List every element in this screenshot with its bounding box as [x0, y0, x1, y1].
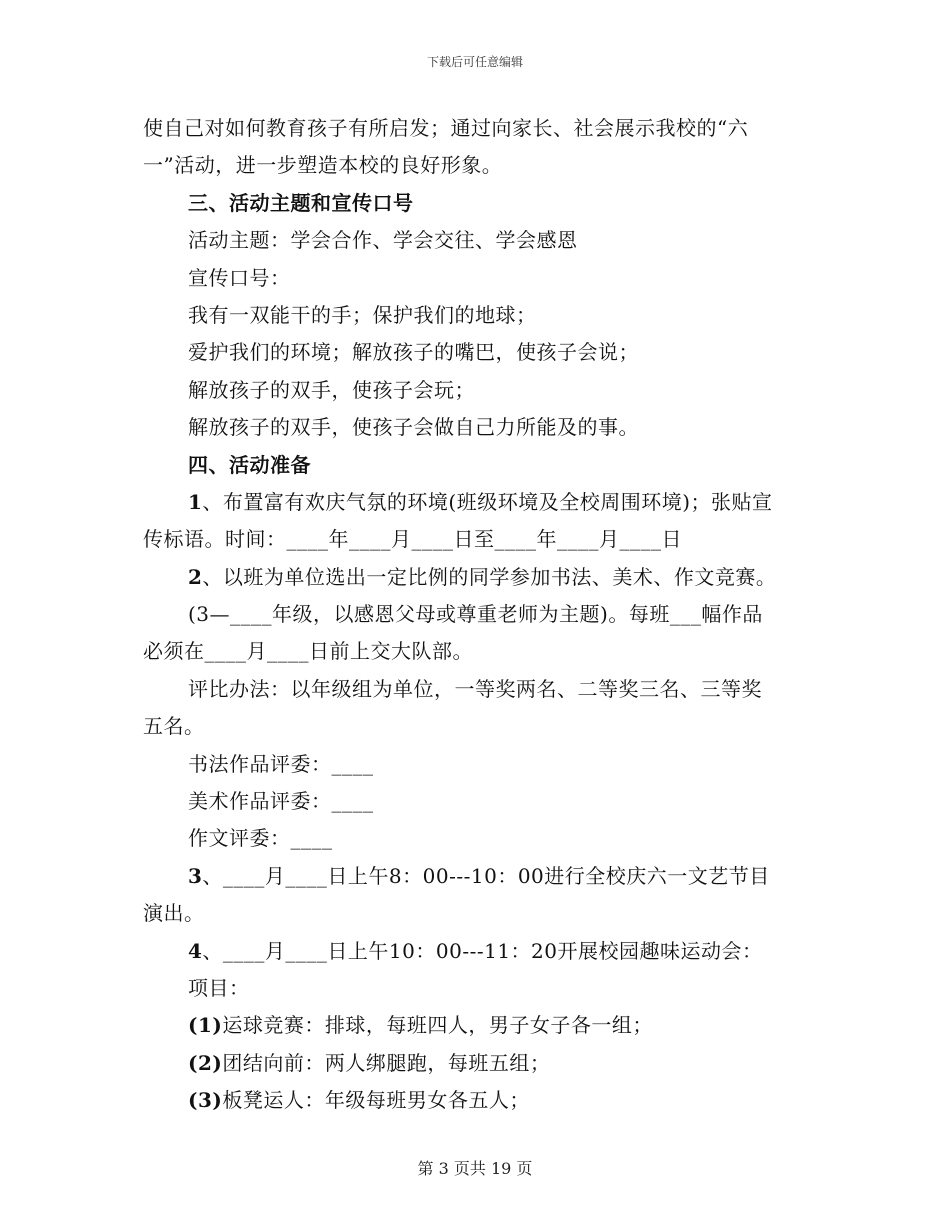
item-number: 1 [188, 489, 203, 514]
text-line: 宣传口号： [188, 265, 291, 290]
text-line: 解放孩子的双手，使孩子会玩； [188, 377, 475, 402]
list-item [143, 1007, 808, 1044]
text-line: 传标语。时间：____年____月____日至____年____月____日 [143, 527, 682, 552]
text-line: 爱护我们的环境；解放孩子的嘴巴，使孩子会说； [188, 340, 639, 365]
document-body [143, 110, 808, 1120]
section-heading: 四、活动准备 [188, 452, 311, 477]
text-line: 评比办法：以年级组为单位，一等奖两名、二等奖三名、三等奖 [188, 676, 762, 701]
item-number: (2) [188, 1050, 223, 1075]
text-line: 使自己对如何教育孩子有所启发；通过向家长、社会展示我校的“六 [143, 116, 749, 140]
list-item [143, 484, 808, 521]
text-line: 五名。 [143, 714, 205, 739]
text-line: 活动主题：学会合作、学会交往、学会感恩 [188, 228, 578, 253]
list-item [143, 1045, 808, 1082]
item-number: (1) [188, 1013, 223, 1038]
item-number: 4 [188, 938, 203, 963]
text-line: 必须在____月____日前上交大队部。 [143, 639, 473, 664]
item-text: 、以班为单位选出一定比例的同学参加书法、美术、作文竞赛。 [202, 564, 777, 589]
text-line: 我有一双能干的手；保护我们的地球； [188, 302, 537, 327]
section-heading: 三、活动主题和宣传口号 [188, 190, 414, 215]
text-line: 解放孩子的双手，使孩子会做自己力所能及的事。 [188, 415, 639, 440]
list-item [143, 559, 808, 596]
item-text: 板凳运人：年级每班男女各五人； [222, 1088, 530, 1113]
text-line: 书法作品评委：____ [188, 751, 374, 776]
list-item [143, 1082, 808, 1119]
page-header: 下载后可任意编辑 [426, 55, 523, 69]
item-text: 、布置富有欢庆气氛的环境(班级环境及全校周围环境)；张贴宣 [202, 489, 773, 514]
item-number: (3) [188, 1088, 223, 1113]
text-line: (3—____年级，以感恩父母或尊重老师为主题)。每班___幅作品 [188, 602, 763, 627]
page-footer: 第 3 页共 19 页 [417, 1159, 533, 1178]
text-line: 项目： [188, 975, 250, 1000]
item-text: 、____月____日上午8：00---10：00进行全校庆六一文艺节目 [202, 863, 770, 888]
item-text: 运球竞赛：排球，每班四人，男子女子各一组； [222, 1013, 653, 1038]
item-number: 2 [188, 564, 203, 589]
item-text: 、____月____日上午10：00---11：20开展校园趣味运动会： [202, 938, 763, 963]
text-line: 作文评委：____ [188, 826, 333, 851]
item-text: 团结向前：两人绑腿跑，每班五组； [222, 1050, 551, 1075]
item-number: 3 [188, 863, 203, 888]
list-item [143, 858, 808, 895]
text-line: 美术作品评委：____ [188, 789, 374, 814]
list-item [143, 933, 808, 970]
text-line: 一”活动，进一步塑造本校的良好形象。 [143, 153, 503, 178]
text-line: 演出。 [143, 901, 205, 926]
